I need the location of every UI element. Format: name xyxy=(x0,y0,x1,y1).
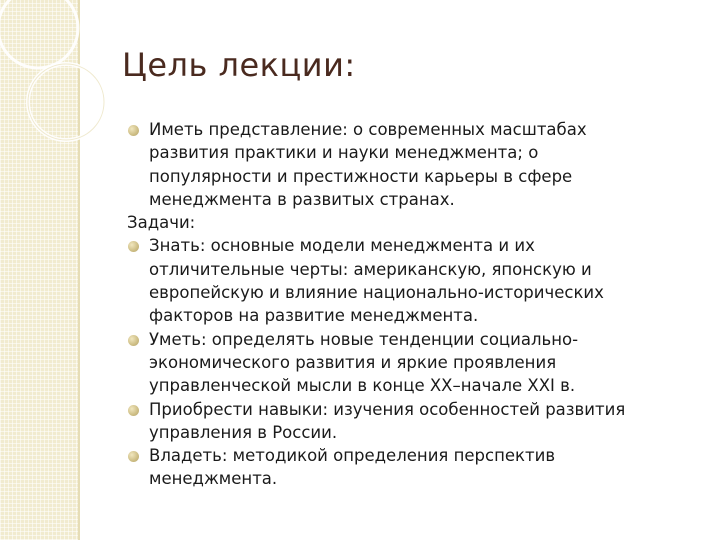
task-line: управленческой мысли в конце XX–начале XXI в. xyxy=(149,376,576,396)
goal-bullet xyxy=(127,118,687,211)
bullet-icon xyxy=(128,125,139,136)
task-line: отличительные черты: американскую, японскую и xyxy=(149,259,592,279)
task-line: Знать: основные модели менеджмента и их xyxy=(149,236,535,256)
decorative-circles xyxy=(0,0,140,160)
task-line: Уметь: определять новые тенденции социально- xyxy=(149,329,579,349)
task-line: менеджмента. xyxy=(149,469,278,489)
bullet-icon xyxy=(128,241,139,252)
bullet-icon xyxy=(128,335,139,346)
task-bullet-master xyxy=(127,444,687,491)
slide-content xyxy=(127,118,687,491)
bullet-icon xyxy=(128,405,139,416)
task-bullet-know xyxy=(127,234,687,327)
slide-title: Цель лекции: xyxy=(122,46,356,84)
task-line: факторов на развитие менеджмента. xyxy=(149,306,479,326)
goal-line: менеджмента в развитых странах. xyxy=(149,189,455,209)
task-line: экономического развития и яркие проявления xyxy=(149,352,557,372)
bullet-icon xyxy=(128,451,139,462)
task-line: Приобрести навыки: изучения особенностей развития xyxy=(149,399,626,419)
tasks-heading: Задачи: xyxy=(127,213,196,233)
task-bullet-acquire-skills xyxy=(127,398,687,445)
task-line: управления в России. xyxy=(149,422,338,442)
goal-line: Иметь представление: о современных масштабах xyxy=(149,120,587,139)
task-bullet-be-able xyxy=(127,328,687,398)
goal-line: развития практики и науки менеджмента; о xyxy=(149,143,539,163)
goal-line: популярности и престижности карьеры в сфере xyxy=(149,166,573,186)
task-line: Владеть: методикой определения перспектив xyxy=(149,446,556,466)
task-line: европейскую и влияние национально-исторических xyxy=(149,283,604,303)
